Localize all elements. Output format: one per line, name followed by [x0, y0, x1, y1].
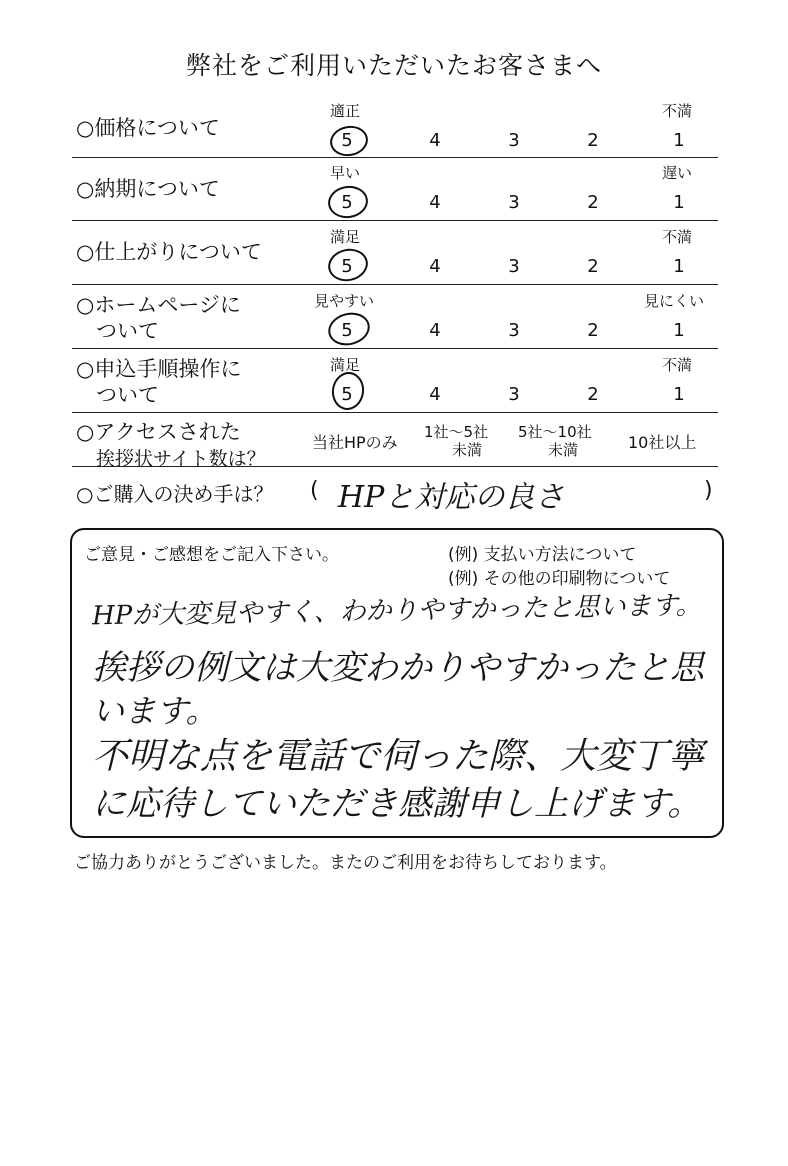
comment-example-2: (例) その他の印刷物について [448, 569, 671, 589]
scale-5[interactable]: 5 [341, 256, 353, 277]
scale-5[interactable]: 5 [341, 192, 353, 213]
comment-line-3: います。 [92, 692, 218, 730]
question-label-line1: ○ホームページに [76, 293, 241, 317]
scale-5[interactable]: 5 [341, 130, 353, 151]
access-option-5-10-sub: 未満 [548, 441, 579, 459]
divider [72, 348, 718, 349]
scale-4[interactable]: 4 [429, 130, 441, 151]
scale-left-label: 見やすい [314, 292, 375, 310]
scale-right-label: 見にくい [644, 292, 705, 310]
scale-5[interactable]: 5 [341, 320, 353, 341]
scale-right-label: 遅い [662, 164, 693, 182]
scale-1[interactable]: 1 [673, 130, 685, 151]
scale-5[interactable]: 5 [341, 384, 353, 405]
comment-line-4: 不明な点を電話で伺った際、大変丁寧 [92, 736, 705, 777]
scale-4[interactable]: 4 [429, 256, 441, 277]
scale-2[interactable]: 2 [587, 384, 599, 405]
scale-right-label: 不満 [662, 102, 693, 120]
purchase-answer-handwritten[interactable]: HPと対応の良さ [338, 480, 565, 515]
divider [72, 284, 718, 285]
scale-1[interactable]: 1 [673, 384, 685, 405]
scale-4[interactable]: 4 [429, 384, 441, 405]
scale-3[interactable]: 3 [508, 256, 520, 277]
access-option-10-plus[interactable]: 10社以上 [628, 433, 697, 452]
scale-right-label: 不満 [662, 356, 693, 374]
question-label-line2: ついて [96, 319, 159, 343]
question-label: ○価格について [76, 116, 220, 140]
scale-2[interactable]: 2 [587, 256, 599, 277]
scale-1[interactable]: 1 [673, 192, 685, 213]
scale-left-label: 早い [330, 164, 361, 182]
scale-3[interactable]: 3 [508, 384, 520, 405]
selected-circle-mark [325, 308, 373, 349]
comment-line-5: に応待していただき感謝申し上げます。 [92, 784, 702, 824]
scale-1[interactable]: 1 [673, 320, 685, 341]
open-paren: ( [310, 478, 319, 503]
scale-4[interactable]: 4 [429, 192, 441, 213]
footer-thanks: ご協力ありがとうございました。またのご利用をお待ちしております。 [74, 853, 617, 873]
scale-right-label: 不満 [662, 228, 693, 246]
divider [72, 466, 718, 467]
scale-4[interactable]: 4 [429, 320, 441, 341]
scale-1[interactable]: 1 [673, 256, 685, 277]
question-label-line2: ついて [96, 383, 159, 407]
scale-2[interactable]: 2 [587, 320, 599, 341]
selected-circle-mark [325, 245, 371, 285]
selected-circle-mark [330, 370, 367, 412]
scale-left-label: 満足 [330, 356, 361, 374]
question-label-line1: ○申込手順操作に [76, 357, 242, 381]
question-label-line2: 挨拶状サイト数は？ [96, 448, 266, 470]
page-title: 弊社をご利用いただいたお客さまへ [185, 51, 602, 80]
comment-line-2: 挨拶の例文は大変わかりやすかったと思 [92, 648, 704, 688]
comment-example-1: (例) 支払い方法について [448, 545, 637, 565]
scale-left-label: 適正 [330, 102, 361, 120]
scale-3[interactable]: 3 [508, 320, 520, 341]
access-option-own-only[interactable]: 当社HPのみ [312, 433, 398, 452]
comment-line-1: HPが大変見やすく、わかりやすかったと思います。 [91, 590, 702, 632]
question-label-line1: ○アクセスされた [76, 420, 241, 444]
selected-circle-mark [328, 123, 371, 159]
access-option-1-5-sub: 未満 [452, 441, 483, 459]
scale-left-label: 満足 [330, 228, 361, 246]
question-label: ○ご購入の決め手は？ [76, 482, 274, 506]
access-option-5-10[interactable]: 5社～10社 [518, 423, 592, 441]
selected-circle-mark [326, 183, 370, 220]
divider [72, 412, 718, 413]
divider [72, 157, 718, 158]
scale-2[interactable]: 2 [587, 130, 599, 151]
scale-2[interactable]: 2 [587, 192, 599, 213]
close-paren: ) [704, 478, 713, 503]
question-label: ○仕上がりについて [76, 240, 262, 264]
question-label: ○納期について [76, 177, 220, 201]
access-option-1-5[interactable]: 1社～5社 [424, 423, 489, 441]
scale-3[interactable]: 3 [508, 192, 520, 213]
comment-header: ご意見・ご感想をご記入下さい。 [84, 545, 339, 565]
scale-3[interactable]: 3 [508, 130, 520, 151]
divider [72, 220, 718, 221]
